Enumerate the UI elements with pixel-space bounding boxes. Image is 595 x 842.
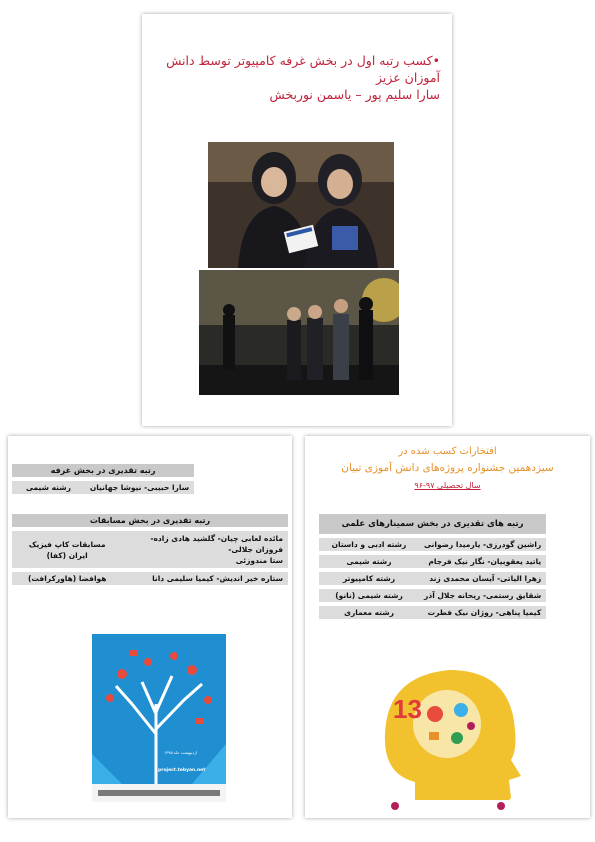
- seminar-names-2: یاتید یعقوبیان- نگار نیک فرجام: [419, 555, 546, 568]
- festival-head-poster: [365, 654, 531, 812]
- top-slide: [142, 14, 452, 426]
- seminar-field-2: رشته شیمی: [319, 555, 419, 568]
- seminar-header: رتبه های تقدیری در بخش سمینارهای علمی: [319, 514, 546, 534]
- table-row: [12, 481, 194, 494]
- poster-url: project.tebyan.net: [158, 768, 206, 773]
- poster-date: ارديبهشت ماه ۱۳۹۵: [164, 750, 198, 755]
- award-ceremony-photo: [199, 270, 399, 395]
- title-line-3: سارا سلیم پور – یاسمن نوربخش: [269, 87, 440, 102]
- seminar-names-4: شقایق رستمی- ریحانه جلال آذر: [419, 589, 546, 602]
- seminar-field-4: رشته شیمی (نانو): [319, 589, 419, 602]
- competition-names-line-2: ستا مندوزئی: [235, 556, 283, 565]
- table-row: [12, 572, 288, 585]
- competition-names-1: [122, 531, 288, 568]
- booth-names: سارا حبیبی- نیوشا جهانیان: [85, 481, 194, 494]
- competition-names-line-1: مائده لعابی چیان- گلشید هادی زاده- فروزان جلالی-: [150, 534, 283, 554]
- seminar-names-1: راشین گودرزی- یارمیدا رضوانی: [419, 538, 546, 551]
- table-row: [319, 572, 546, 585]
- bullet: •: [432, 53, 440, 68]
- table-row: [319, 538, 546, 551]
- seminar-field-1: رشته ادبی و داستان: [319, 538, 419, 551]
- table-row: [319, 589, 546, 602]
- seminar-table: [319, 510, 546, 623]
- booth-table: [12, 460, 194, 498]
- table-row: [319, 555, 546, 568]
- award-photo-students: [208, 142, 394, 268]
- competition-field-line-1: مسابقات کاپ فیزیک: [28, 539, 106, 549]
- competition-header: رتبه تقدیری در بخش مسابقات: [12, 514, 288, 527]
- seminar-names-5: کیمیا پناهی- روژان نیک فطرت: [419, 606, 546, 619]
- slide-title: [156, 52, 440, 103]
- competition-field-2: هوافضا (هاورکرافت): [12, 572, 122, 585]
- title-line-1: کسب رتبه اول در بخش غرفه کامپیوتر توسط دانش: [166, 53, 433, 68]
- competition-field-1: [12, 531, 122, 568]
- competition-table: [12, 510, 288, 589]
- left-slide: [8, 436, 292, 818]
- festival-poster: [92, 634, 226, 802]
- table-row: [319, 606, 546, 619]
- competition-field-line-2: ایران (کفا): [46, 550, 88, 560]
- title-line-2: سیزدهمین جشنواره پروژه‌های دانش آموزی تبیان: [341, 462, 554, 474]
- booth-header: رتبه تقدیری در بخش غرفه: [12, 464, 194, 477]
- title-line-3: سال تحصیلی ۹۷-۹۶: [414, 481, 481, 490]
- competition-names-2: ستاره خیر اندیش- کیمیا سلیمی دانا: [122, 572, 288, 585]
- seminar-names-3: زهرا الیاتی- آیسان محمدی زند: [419, 572, 546, 585]
- table-row: [12, 531, 288, 568]
- right-slide: [305, 436, 590, 818]
- booth-field: رشته شیمی: [12, 481, 85, 494]
- seminar-field-5: رشته معماری: [319, 606, 419, 619]
- title-line-1: افتخارات کسب شده در: [398, 446, 497, 457]
- seminar-field-3: رشته کامپیوتر: [319, 572, 419, 585]
- title-line-2: آموزان عزیز: [375, 70, 440, 85]
- poster-number: 13: [393, 694, 422, 724]
